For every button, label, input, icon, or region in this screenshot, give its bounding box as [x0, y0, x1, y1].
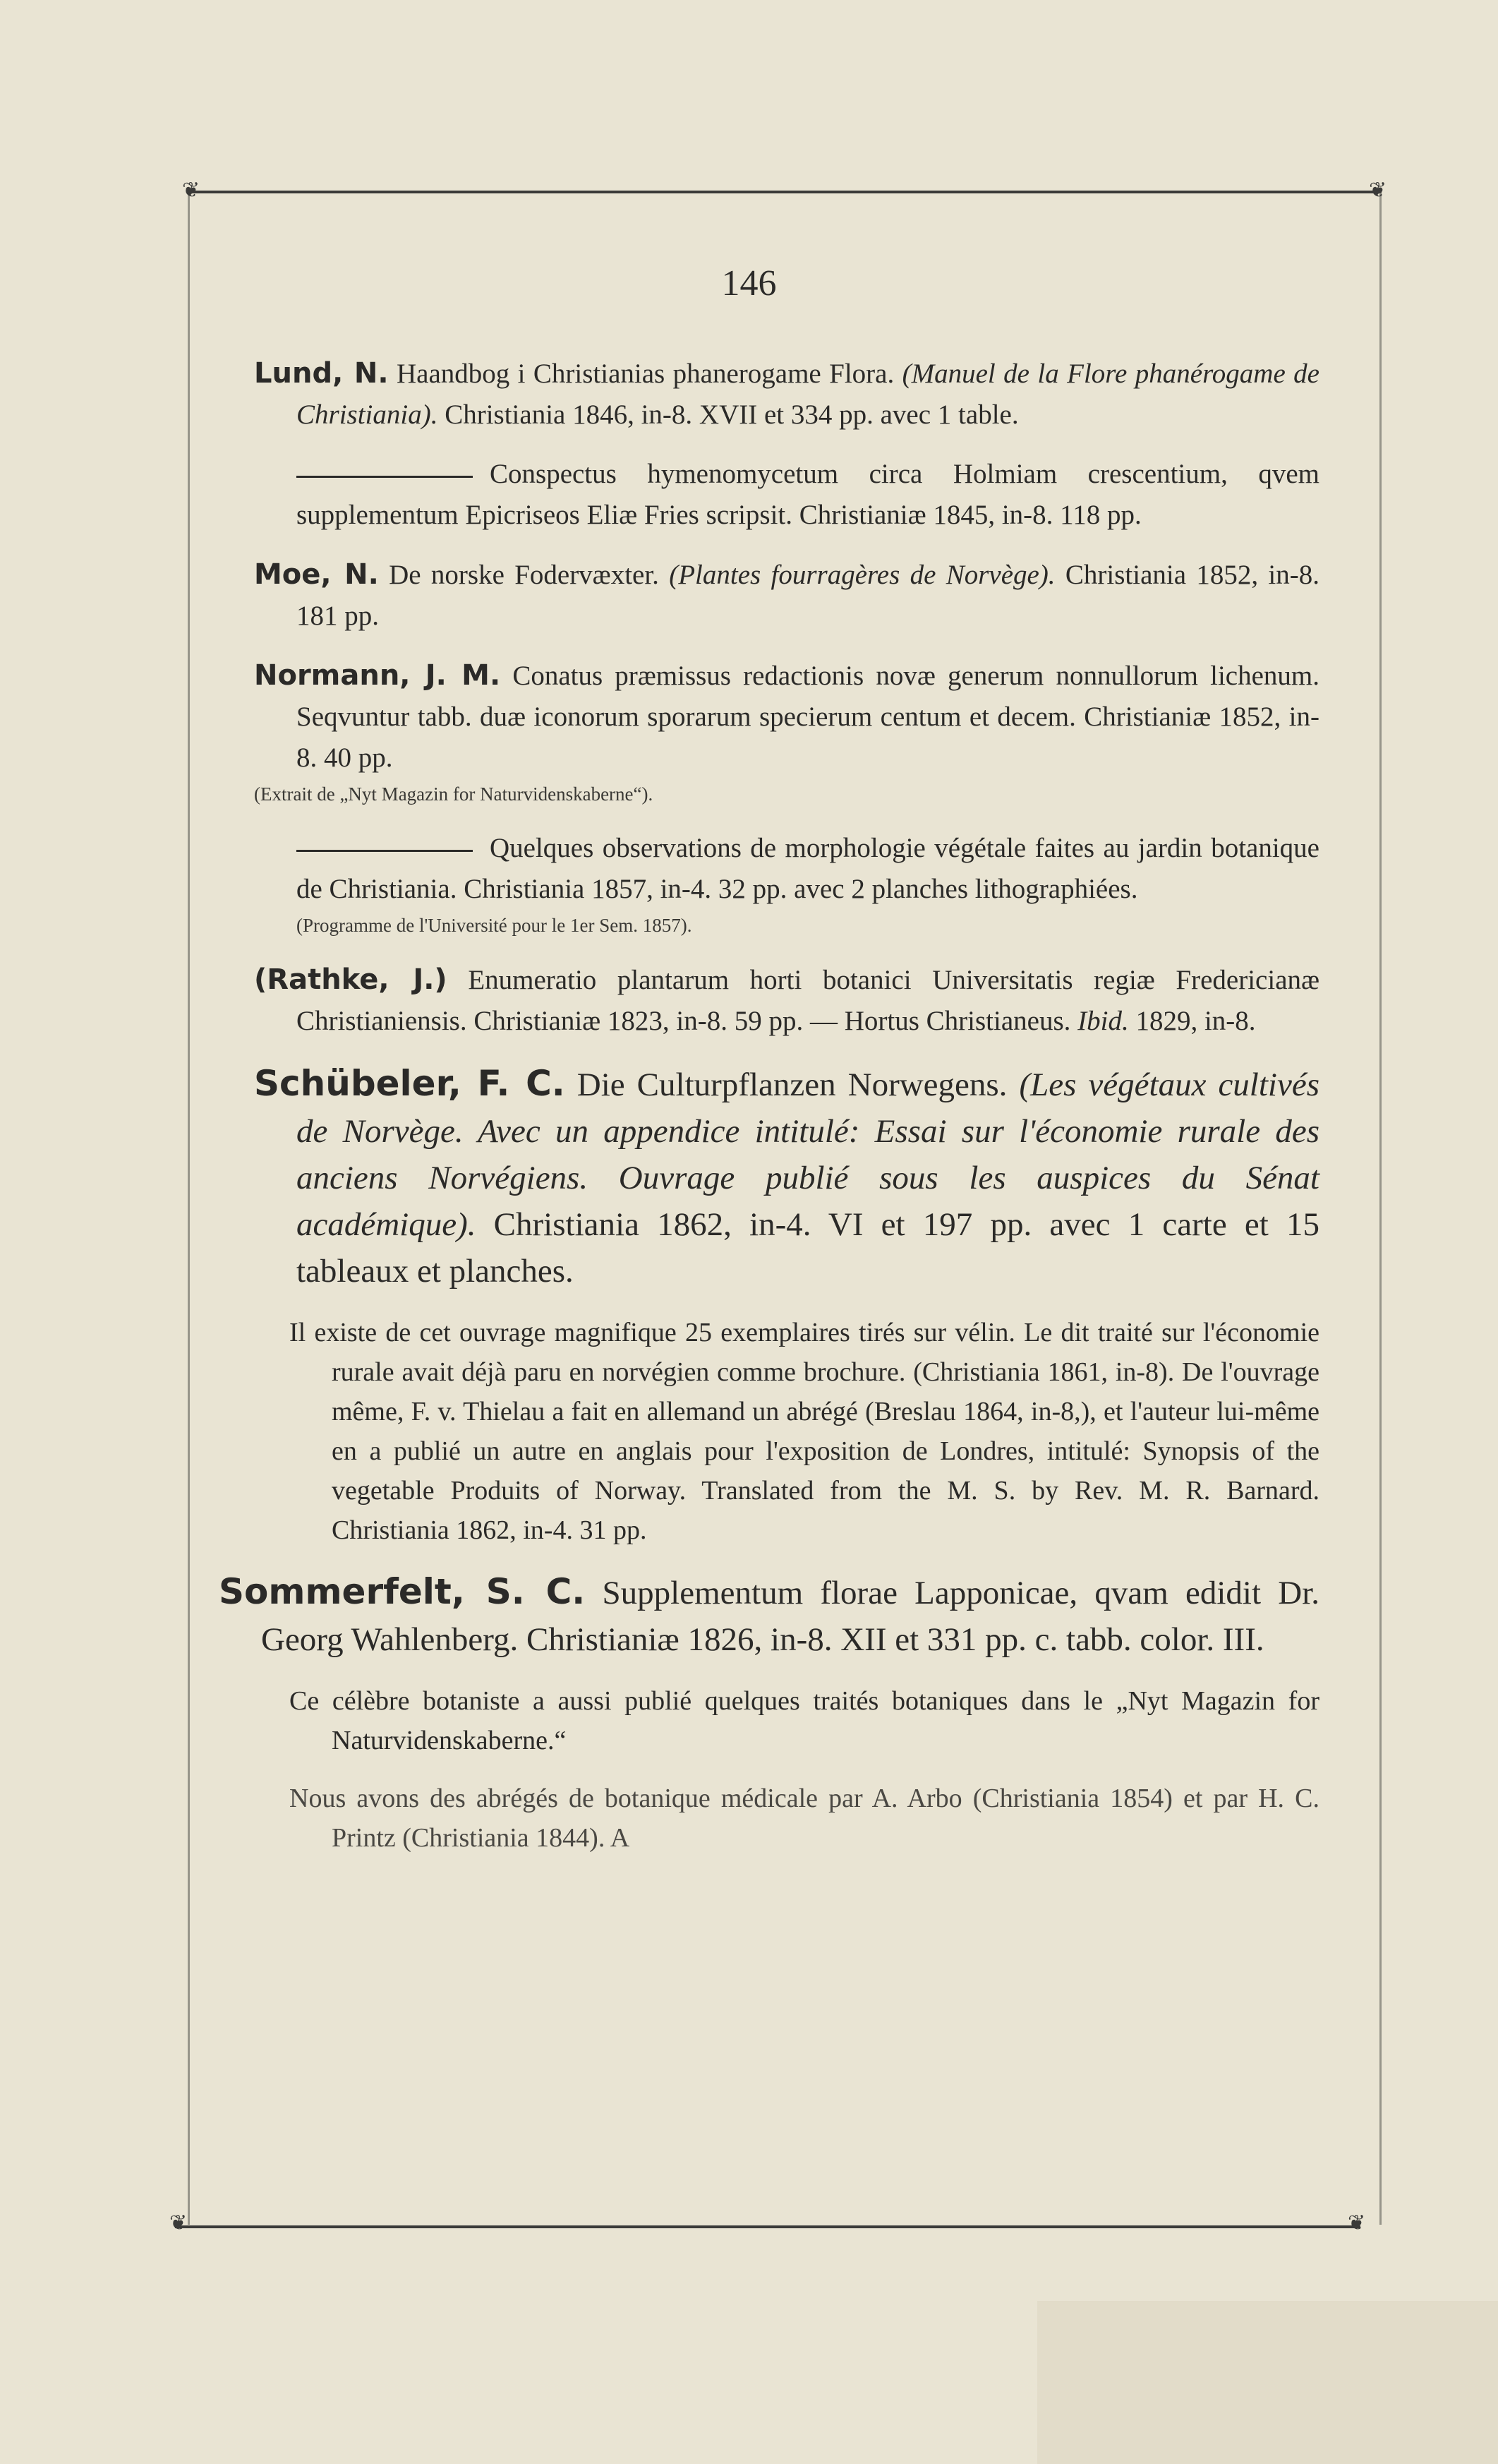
entry-lund [254, 353, 1319, 435]
entry-imprint: Christiania 1846, in-8. XVII et 334 pp. avec 1 table. [437, 399, 1019, 430]
bibliography-list [219, 353, 1320, 1858]
entry-title: Supplementum florae Lapponicae, qvam edidit Dr. Georg Wahlenberg. Christianiæ 1826, in-8. XII et 331 pp. c. tabb. color. III. [261, 1575, 1320, 1658]
entry-author: (Rathke, J.) [254, 963, 447, 996]
entry-title: Quelques observations de morphologie végétale faites au jardin botanique de Christiania. Christiania 1857, in-4. 32 pp. avec 2 planches lithographiées. [296, 833, 1319, 904]
frame-bottom-rule [175, 2225, 1360, 2228]
entry-author: Normann, J. M. [254, 659, 501, 692]
corner-ornament-top-right: ❦ [1369, 178, 1387, 203]
entry-title: Die Culturpflanzen Norwegens. [576, 1066, 1020, 1103]
entry-normann-observations [254, 828, 1319, 941]
entry-title: Conatus præmissus redactionis novæ generum nonnullorum lichenum. Seqvuntur tabb. duæ iconorum sporarum specierum centum et decem. Christianiæ 1852, in-8. 40 pp. [296, 661, 1320, 773]
entry-schubeler [254, 1060, 1319, 1294]
entry-note: (Extrait de „Nyt Magazin for Naturvidenskaberne“). [254, 783, 653, 805]
entry-sommerfelt [219, 1568, 1319, 1663]
entry-translation: (Plantes fourragères de Norvège). [669, 560, 1056, 590]
entry-imprint: Christiania 1862, in-4. VI et 197 pp. avec 1 carte et 15 tableaux et planches. [296, 1206, 1319, 1290]
entry-rathke [254, 959, 1319, 1042]
entry-lund-conspectus [254, 454, 1319, 536]
entry-sommerfelt-comment: Ce célèbre botaniste a aussi publié quelques traités botaniques dans le „Nyt Magazin for Naturvidenskaberne.“ [289, 1686, 1319, 1755]
frame-right-rule [1379, 192, 1382, 2225]
entry-imprint: Christiania 1852, in-8. 181 pp. [296, 560, 1319, 631]
frame-top-rule [189, 191, 1382, 193]
entry-translation: (Manuel de la Flore phanérogame de Christiania). [296, 359, 1319, 430]
entry-author: Sommerfelt, S. C. [219, 1571, 586, 1612]
frame-left-rule [188, 192, 190, 2225]
entry-schubeler-comment: Il existe de cet ouvrage magnifique 25 exemplaires tirés sur vélin. Le dit traité sur l'économie rurale avait déjà paru en norvégien comme brochure. (Christiania 1861, in-8). De l'ouvrage même, F. v. Thielau a fait en allemand un abrégé (Breslau 1864, in-8,), et l'auteur lui-même en a publié un autre en anglais pour l'exposition de Londres, intitulé: Synopsis of the vegetable Produits of Norway. Translated from the M. S. by Rev. M. R. Barnard. Christiania 1862, in-4. 31 pp. [289, 1318, 1319, 1545]
entry-moe [254, 554, 1319, 637]
entry-translation: (Les végétaux cultivés de Norvège. Avec un appendice intitulé: Essai sur l'économie rurale des anciens Norvégiens. Ouvrage publié sous les auspices du Sénat académique). [296, 1066, 1319, 1243]
entry-title: Haandbog i Christianias phanerogame Flora. [396, 359, 902, 389]
entry-author: Moe, N. [254, 558, 379, 591]
ditto-dash [296, 476, 473, 478]
corner-ornament-bottom-right: ❦ [1348, 2211, 1366, 2235]
page-stain [1037, 2301, 1498, 2464]
entry-normann [254, 655, 1319, 810]
entry-title: De norske Fodervæxter. [389, 560, 670, 590]
ditto-dash [296, 850, 473, 852]
entry-imprint: 1829, in-8. [1128, 1006, 1256, 1036]
entry-note: (Programme de l'Université pour le 1er Sem. 1857). [296, 915, 692, 936]
corner-ornament-bottom-left: ❦ [169, 2211, 188, 2235]
entry-ibid: Ibid. [1077, 1006, 1129, 1036]
entry-title: Enumeratio plantarum horti botanici Universitatis regiæ Fredericianæ Christianiensis. Christianiæ 1823, in-8. 59 pp. — Hortus Christianeus. [296, 965, 1320, 1036]
entry-sommerfelt-comment-2: Nous avons des abrégés de botanique médicale par A. Arbo (Christiania 1854) et par H. C. Printz (Christiania 1844). A [289, 1784, 1319, 1853]
page-number: 146 [721, 263, 777, 304]
entry-author: Schübeler, F. C. [254, 1063, 565, 1104]
corner-ornament-top-left: ❦ [182, 178, 200, 203]
entry-title: Conspectus hymenomycetum circa Holmiam crescentium, qvem supplementum Epicriseos Eliæ Fries scripsit. Christianiæ 1845, in-8. 118 pp. [296, 459, 1319, 530]
entry-author: Lund, N. [254, 357, 389, 390]
